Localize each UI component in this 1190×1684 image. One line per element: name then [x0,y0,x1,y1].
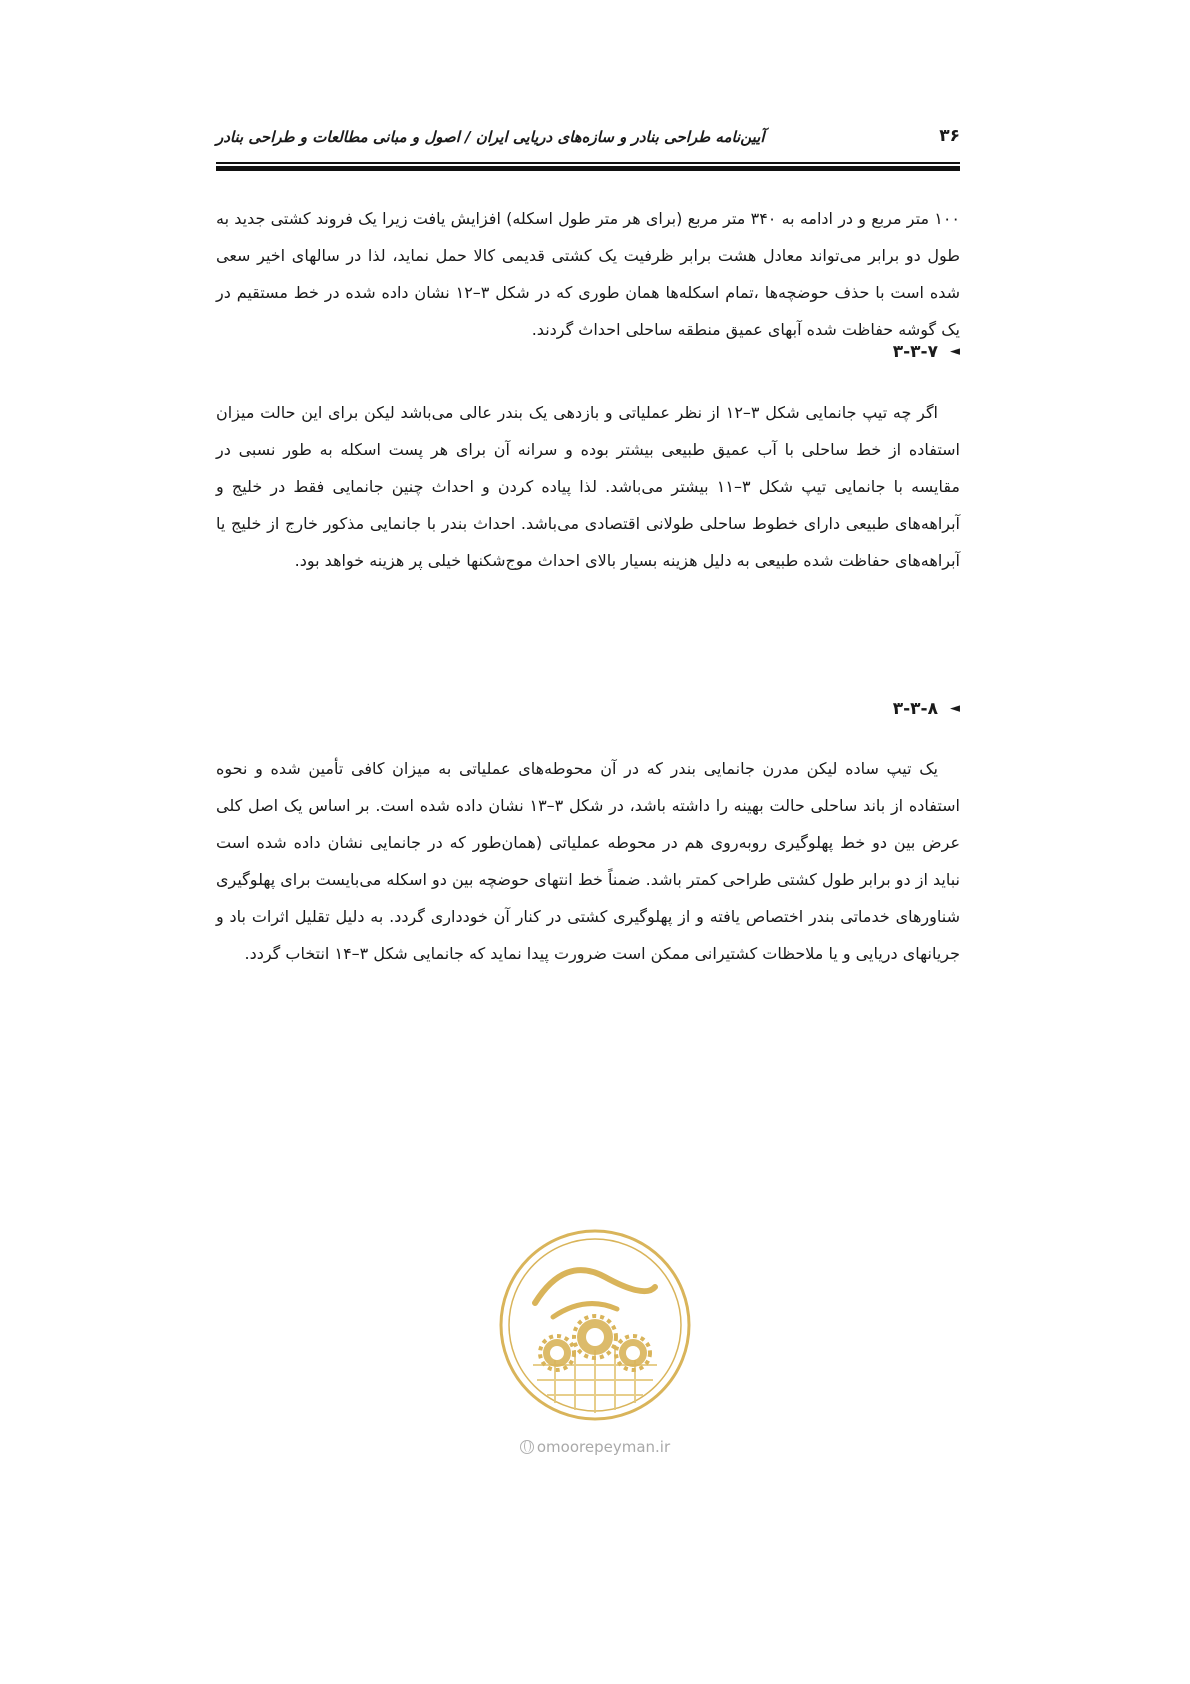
page-header [216,126,960,158]
header-rule-thick [216,166,960,171]
bullet-icon: ◄ [950,701,960,716]
header-rule-thin [216,162,960,164]
watermark-seal [495,1225,695,1425]
watermark-website [495,1438,695,1456]
paragraph-3-3-8: یک تیپ ساده لیکن مدرن جانمایی بندر که در آن محوطه‌های عملیاتی به میزان کافی تأمین شده و نحوه استفاده از باند ساحلی حالت بهینه را داشته باشد، در شکل ۳–۱۳ نشان داده شده است. بر اساس یک اصل کلی عرض بین دو خط پهلوگیری روبه‌روی هم در محوطه عملیاتی (همان‌طور که در جانمایی نشان داده شده است نباید از دو برابر طول کشتی طراحی کمتر باشد. ضمناً خط انتهای حوضچه بین دو اسکله می‌بایست برای پهلوگیری شناورهای خدماتی بندر اختصاص یافته و از پهلوگیری کشتی در کنار آن خودداری گردد. به دلیل تقلیل اثرات باد و جریانهای دریایی و یا ملاحظات کشتیرانی ممکن است ضرورت پیدا نماید که جانمایی شکل ۳–۱۴ انتخاب گردد. [216,759,961,963]
section-number: ۳-۳-۸ [892,699,938,719]
page-number: ۳۶ [939,126,960,146]
globe-icon [520,1440,534,1454]
website-text: omoorepeyman.ir [536,1438,671,1456]
running-title: آیین‌نامه طراحی بنادر و سازه‌های دریایی ایران / اصول و مبانی مطالعات و طراحی بنادر [216,128,765,146]
section-number: ۳-۳-۷ [892,342,938,362]
bullet-icon: ◄ [950,344,960,359]
section-heading-3-3-8 [216,699,960,719]
section-heading-3-3-7 [216,342,960,362]
paragraph-3-3-7: اگر چه تیپ جانمایی شکل ۳–۱۲ از نظر عملیاتی و بازدهی یک بندر عالی می‌باشد لیکن برای این حالت میزان استفاده از خط ساحلی با آب عمیق طبیعی بیشتر بوده و سرانه آن برای هر پست اسکله به طور نسبی در مقایسه با جانمایی تیپ شکل ۳–۱۱ بیشتر می‌باشد. لذا پیاده کردن و احداث چنین جانمایی فقط در خلیج و آبراهه‌های طبیعی دارای خطوط ساحلی طولانی اقتصادی می‌باشد. احداث بندر با جانمایی مذکور خارج از خلیج یا آبراهه‌های حفاظت شده طبیعی به دلیل هزینه بسیار بالای احداث موج‌شکنها خیلی پر هزینه خواهد بود. [216,403,960,570]
paragraph-intro: ۱۰۰ متر مربع و در ادامه به ۳۴۰ متر مربع (برای هر متر طول اسکله) افزایش یافت زیرا یک فروند کشتی جدید به طول دو برابر می‌تواند معادل هشت برابر ظرفیت یک کشتی قدیمی کالا حمل نماید، لذا در سالهای اخیر سعی شده است با حذف حوضچه‌ها ،تمام اسکله‌ها همان طوری که در شکل ۳–۱۲ نشان داده شده در خط مستقیم در یک گوشه حفاظت شده آبهای عمیق منطقه ساحلی احداث گردند. [216,209,961,339]
